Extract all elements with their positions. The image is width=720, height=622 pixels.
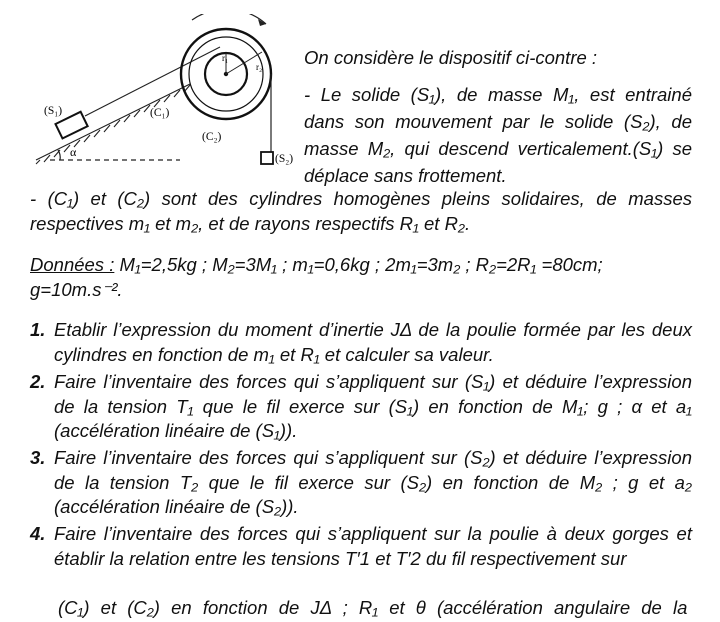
solid-s2	[261, 152, 273, 164]
label-s2: (S₂)	[275, 153, 294, 165]
label-r1: r₁	[222, 53, 229, 63]
question-number: 4.	[30, 523, 46, 544]
question-text: Etablir l’expression du moment d’inertie JΔ de la poulie formée par les deux cylindres en fonction de m₁ et R₁ et calculer sa valeur.	[54, 319, 692, 365]
question-text: Faire l’inventaire des forces qui s’appliquent sur la poulie à deux gorges et établir la relation entre les tensions T′1 et T′2 du fil respectivement sur	[54, 523, 692, 569]
donnees-label: Données :	[30, 254, 115, 275]
label-c2: (C₂)	[202, 131, 222, 143]
label-alpha: α	[70, 145, 77, 159]
intro-text	[304, 44, 692, 189]
question-text: Faire l’inventaire des forces qui s’appliquent sur (S₂) et déduire l’expression de la tension T₂ que le fil exerce sur (S₂) en fonction de M₂ ; g et a₂ (accélération linéaire de (S₂)).	[54, 447, 692, 517]
question-text: Faire l’inventaire des forces qui s’appliquent sur (S₁) et déduire l’expression de la tension T₁ que le fil exerce sur (S₁) en fonction de M₁; g ; α et a₁ (accélération linéaire de (S₁)).	[54, 371, 692, 441]
label-s1: (S₁)	[44, 105, 63, 117]
question-1	[30, 318, 692, 367]
label-r2: r₂	[256, 62, 263, 72]
dispositif-figure	[30, 14, 300, 174]
question-2	[30, 370, 692, 444]
label-c1: (C₁)	[150, 107, 170, 119]
question-number: 2.	[30, 371, 46, 392]
continued-line: (C₁) et (C₂) en fonction de JΔ ; R₁ et θ (accélération angulaire de la	[58, 597, 688, 618]
cylinders-description: - (C₁) et (C₂) sont des cylindres homogènes pleins solidaires, de masses respectives m₁ et m₂, et de rayons respectifs R₁ et R₂.	[30, 188, 692, 234]
donnees-values: M₁=2,5kg ; M₂=3M₁ ; m₁=0,6kg ; 2m₁=3m₂ ; R₂=2R₁ =80cm; g=10m.s⁻².	[30, 254, 603, 300]
donnees	[30, 252, 692, 302]
question-number: 1.	[30, 319, 46, 340]
intro-paragraph: - Le solide (S₁), de masse M₁, est entrainé dans son mouvement par le solide (S₂), de masse M₂, qui descend verticalement.(S₁) se déplace sans frottement.	[304, 84, 692, 186]
string-c1	[85, 47, 220, 116]
angle-arc	[58, 150, 60, 160]
question-3	[30, 446, 692, 520]
question-4	[30, 522, 692, 571]
intro-line: On considère le dispositif ci-contre :	[304, 47, 598, 68]
question-number: 3.	[30, 447, 46, 468]
rotation-arrow	[192, 14, 266, 24]
